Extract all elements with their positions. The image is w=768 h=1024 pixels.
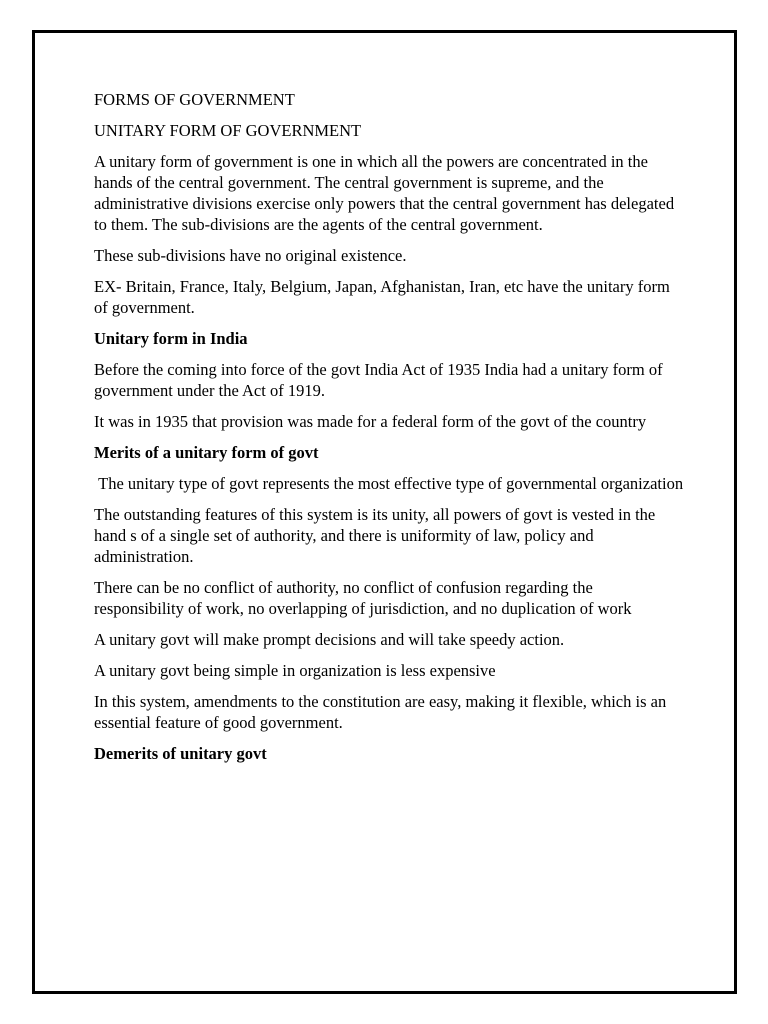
heading-demerits: Demerits of unitary govt — [94, 744, 267, 763]
document-body — [94, 89, 684, 774]
section-heading-unitary: UNITARY FORM OF GOVERNMENT — [94, 121, 362, 140]
heading-unitary-india: Unitary form in India — [94, 329, 248, 348]
paragraph-definition: A unitary form of government is one in which all the powers are concentrated in the hands of the central government. The central government is supreme, and the administrative divisions exercise only powers that the central government has delegated to them. The sub-divisions are the agents of the central government. — [94, 152, 679, 234]
paragraph-merit-flexible: In this system, amendments to the constitution are easy, making it flexible, which is an essential feature of good government. — [94, 692, 671, 732]
document-page — [32, 30, 737, 994]
paragraph-merit-prompt: A unitary govt will make prompt decisions and will take speedy action. — [94, 630, 565, 649]
document-title: FORMS OF GOVERNMENT — [94, 90, 295, 109]
paragraph-federal-provision: It was in 1935 that provision was made for a federal form of the govt of the country — [94, 412, 647, 431]
paragraph-india-1935: Before the coming into force of the govt India Act of 1935 India had a unitary form of government under the Act of 1919. — [94, 360, 667, 400]
paragraph-merit-unity: The outstanding features of this system is its unity, all powers of govt is vested in the hand s of a single set of authority, and there is uniformity of law, policy and administration. — [94, 505, 660, 566]
heading-merits: Merits of a unitary form of govt — [94, 443, 319, 462]
paragraph-merit-inexpensive: A unitary govt being simple in organization is less expensive — [94, 661, 496, 680]
paragraph-merit-no-conflict: There can be no conflict of authority, no conflict of confusion regarding the responsibility of work, no overlapping of jurisdiction, and no duplication of work — [94, 578, 632, 618]
paragraph-subdivisions: These sub-divisions have no original existence. — [94, 246, 407, 265]
paragraph-examples: EX- Britain, France, Italy, Belgium, Japan, Afghanistan, Iran, etc have the unitary form of government. — [94, 277, 674, 317]
paragraph-merit-effective: The unitary type of govt represents the most effective type of governmental organization — [94, 474, 684, 493]
